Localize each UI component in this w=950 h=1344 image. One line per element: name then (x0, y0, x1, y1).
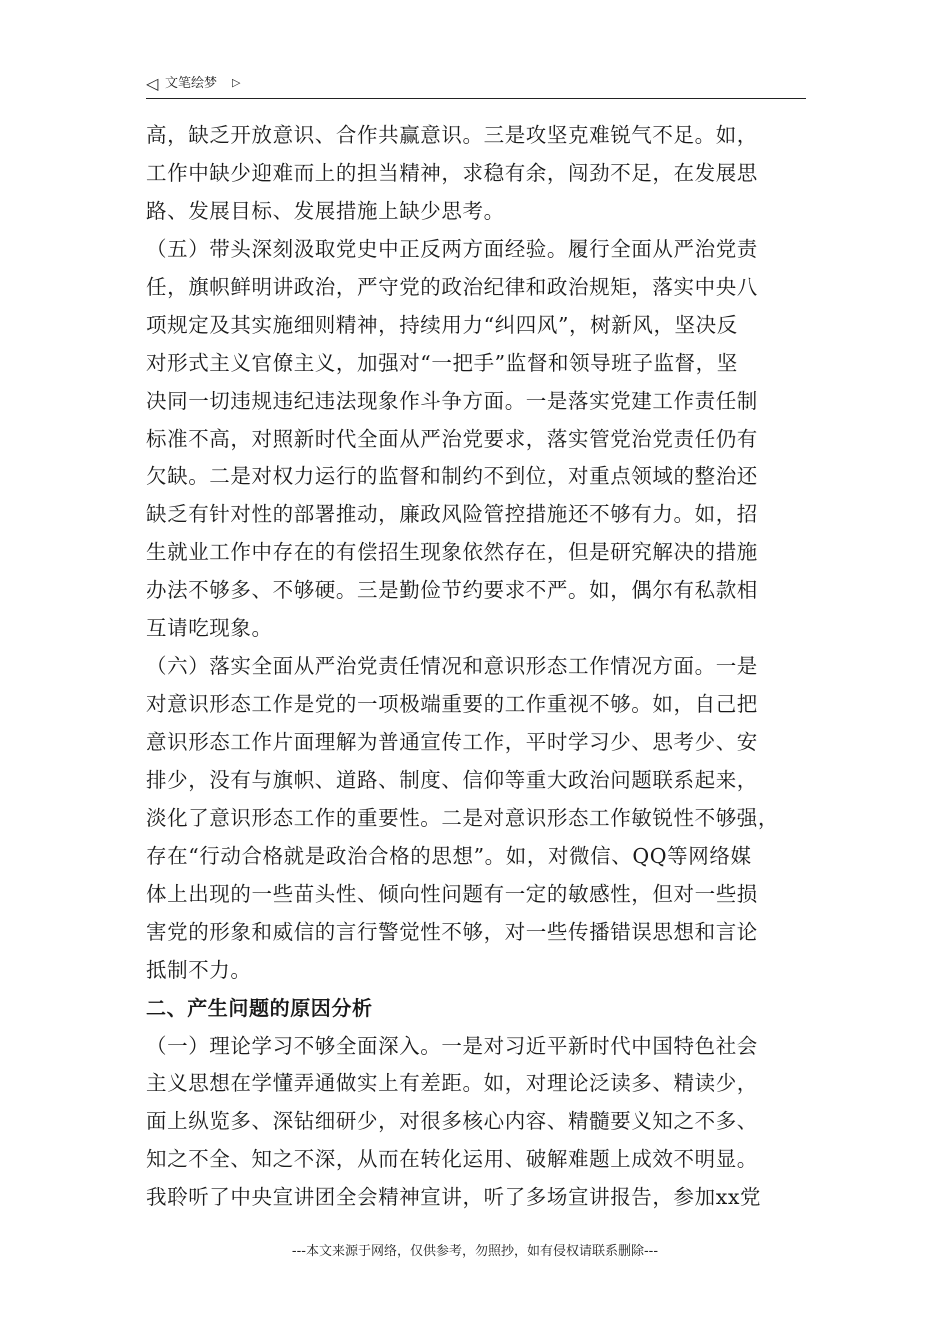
body-line: 生就业工作中存在的有偿招生现象依然存在，但是研究解决的措施 (146, 540, 758, 565)
body-line: 欠缺。二是对权力运行的监督和制约不到位，对重点领域的整治还 (146, 464, 758, 489)
body-line: 高，缺乏开放意识、合作共赢意识。三是攻坚克难锐气不足。如， (146, 123, 758, 147)
right-triangle-icon: ▷ (232, 76, 241, 89)
body-line: （一）理论学习不够全面深入。一是对习近平新时代中国特色社会 (146, 1033, 758, 1058)
body-line: 对形式主义官僚主义，加强对“一把手”监督和领导班子监督，坚 (146, 350, 738, 375)
body-line: 项规定及其实施细则精神，持续用力“纠四风”，树新风，坚决反 (146, 312, 738, 337)
footer-disclaimer: ---本文来源于网络，仅供参考，勿照抄，如有侵权请联系删除--- (291, 1244, 659, 1259)
body-line: 抵制不力。 (146, 957, 252, 982)
document-body (146, 117, 814, 1217)
body-line: 体上出现的一些苗头性、倾向性问题有一定的敏感性，但对一些损 (146, 881, 758, 906)
body-line: 面上纵览多、深钻细研少，对很多核心内容、精髓要义知之不多、 (146, 1109, 758, 1134)
body-line: 淡化了意识形态工作的重要性。二是对意识形态工作敏锐性不够强， (146, 805, 779, 830)
section-heading: 二、产生问题的原因分析 (146, 995, 373, 1020)
body-line: 办法不够多、不够硬。三是勤俭节约要求不严。如，偶尔有私款相 (146, 578, 758, 603)
body-line: 对意识形态工作是党的一项极端重要的工作重视不够。如，自己把 (146, 692, 758, 717)
body-line: 我聆听了中央宣讲团全会精神宣讲，听了多场宣讲报告，参加xx党 (146, 1185, 762, 1210)
header-title: 文笔绘梦 (165, 76, 218, 91)
body-line: 排少，没有与旗帜、道路、制度、信仰等重大政治问题联系起来， (146, 767, 758, 792)
body-line: （六）落实全面从严治党责任情况和意识形态工作情况方面。一是 (146, 654, 758, 679)
body-line: 标准不高，对照新时代全面从严治党要求，落实管党治党责任仍有 (146, 426, 758, 451)
body-line: 存在“行动合格就是政治合格的思想”。如，对微信、QQ等网络媒 (146, 843, 752, 868)
body-line: 害党的形象和威信的言行警觉性不够，对一些传播错误思想和言论 (146, 919, 758, 944)
body-line: 工作中缺少迎难而上的担当精神，求稳有余，闯劲不足，在发展思 (146, 160, 758, 185)
left-triangle-icon: ◁ (146, 74, 159, 93)
body-line: 决同一切违规违纪违法现象作斗争方面。一是落实党建工作责任制 (146, 388, 758, 413)
body-line: 任，旗帜鲜明讲政治，严守党的政治纪律和政治规矩，落实中央八 (146, 274, 758, 299)
body-line: 意识形态工作片面理解为普通宣传工作，平时学习少、思考少、安 (146, 730, 758, 754)
body-line: 知之不全、知之不深，从而在转化运用、破解难题上成效不明显。 (146, 1147, 758, 1172)
body-line: 主义思想在学懂弄通做实上有差距。如，对理论泛读多、精读少， (146, 1071, 758, 1096)
body-line: 缺乏有针对性的部署推动，廉政风险管控措施还不够有力。如，招 (146, 502, 758, 527)
body-line: 互请吃现象。 (146, 616, 273, 641)
page-header (146, 74, 806, 99)
body-line: （五）带头深刻汲取党史中正反两方面经验。履行全面从严治党责 (146, 236, 758, 261)
body-line: 路、发展目标、发展措施上缺少思考。 (146, 198, 505, 223)
